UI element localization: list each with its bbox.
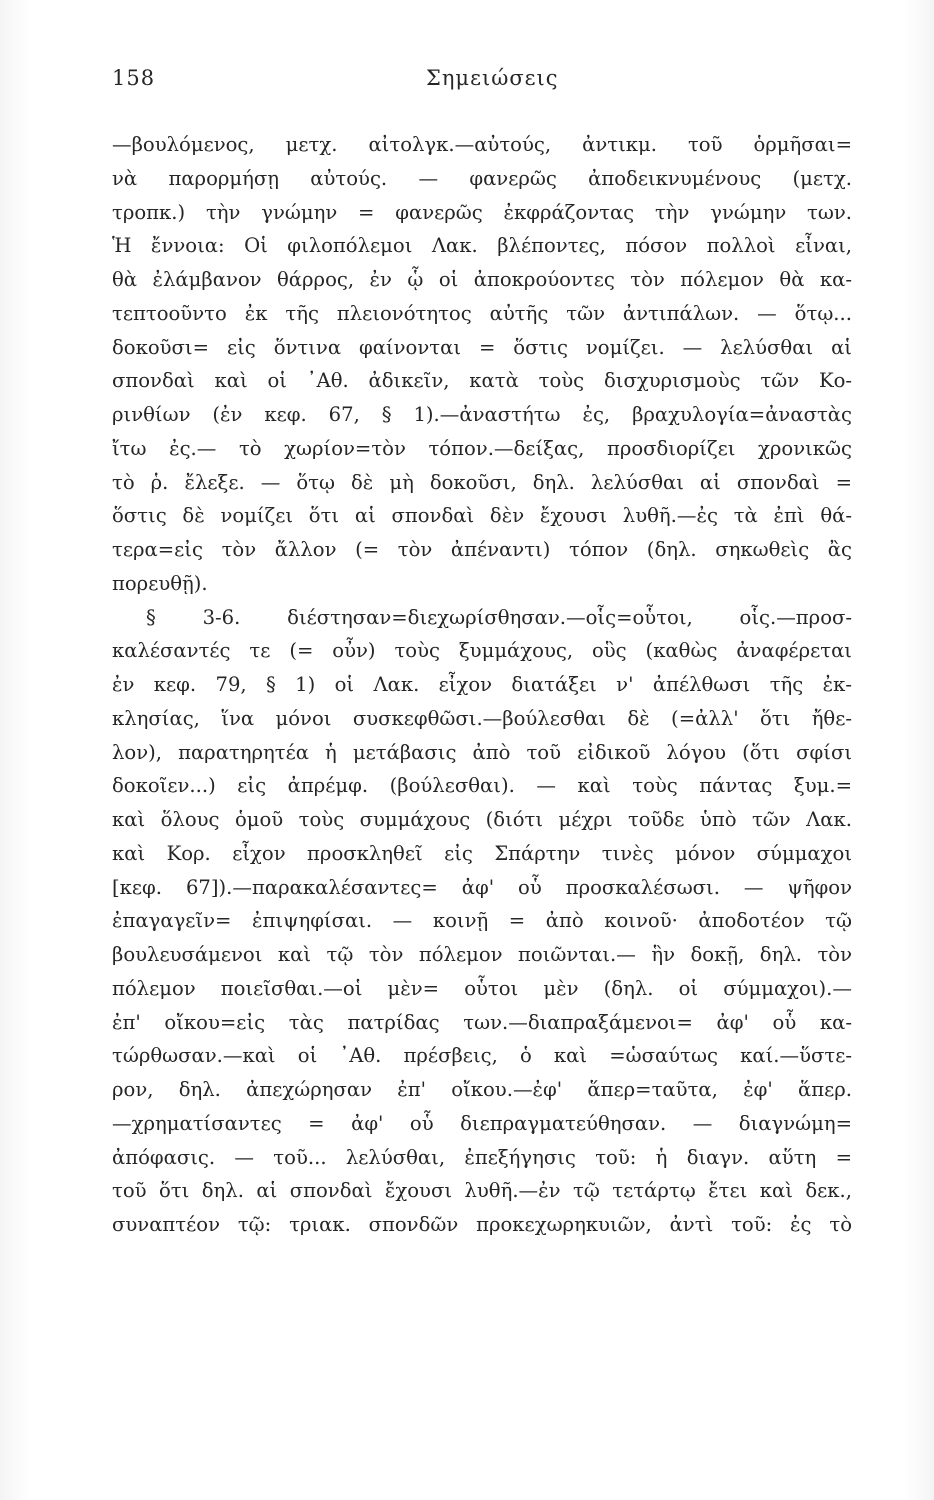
text-line: καὶ ὅλους ὁμοῦ τοὺς συμμάχους (διότι μέχρι τοῦδε ὑπὸ τῶν Λακ.	[112, 808, 852, 831]
text-line: σπονδαὶ καὶ οἱ ᾿Αθ. ἀδικεῖν, κατὰ τοὺς δισχυρισμοὺς τῶν Κο-	[112, 369, 852, 393]
running-head: Σημειώσεις	[426, 66, 559, 90]
text-line: θὰ ἐλάμβανον θάρρος, ἐν ᾧ οἱ ἀποκρούοντες τὸν πόλεμον θὰ κα-	[112, 268, 852, 291]
text-line: κλησίας, ἵνα μόνοι συσκεφθῶσι.—βούλεσθαι δὲ (=ἀλλ' ὅτι ἤθε-	[112, 706, 852, 730]
body-text	[112, 128, 852, 1242]
text-line: νὰ παρορμήσῃ αὐτούς. — φανερῶς ἀποδεικνυμένους (μετχ.	[112, 166, 852, 190]
text-line: πόλεμον ποιεῖσθαι.—οἱ μὲν= οὗτοι μὲν (δηλ. οἱ σύμμαχοι).—	[112, 976, 852, 1000]
text-line: τώρθωσαν.—καὶ οἱ ᾿Αθ. πρέσβεις, ὁ καὶ =ὡσαύτως καί.—ὕστε-	[112, 1044, 852, 1068]
text-line: τὸ ῥ. ἔλεξε. — ὅτῳ δὲ μὴ δοκοῦσι, δηλ. λελύσθαι αἱ σπονδαὶ =	[112, 470, 852, 494]
page-header	[112, 66, 852, 106]
text-line: ρινθίων (ἐν κεφ. 67, § 1).—ἀναστήτω ἐς, βραχυλογία=ἀναστὰς	[112, 403, 852, 426]
text-line: τροπκ.) τὴν γνώμην = φανερῶς ἐκφράζοντας τὴν γνώμην των.	[112, 200, 852, 224]
text-line: τερα=εἰς τὸν ἄλλον (= τὸν ἀπέναντι) τόπον (δηλ. σηκωθεὶς ἂς	[112, 538, 852, 561]
page-number: 158	[112, 66, 156, 90]
text-line: λον), παρατηρητέα ἡ μετάβασις ἀπὸ τοῦ εἰδικοῦ λόγου (ὅτι σφίσι	[112, 740, 852, 764]
text-line: Ἡ ἔννοια: Οἱ φιλοπόλεμοι Λακ. βλέποντες, πόσον πολλοὶ εἶναι,	[112, 234, 852, 258]
text-line: ἐν κεφ. 79, § 1) οἱ Λακ. εἶχον διατάξει ν' ἀπέλθωσι τῆς ἐκ-	[112, 673, 852, 696]
text-line: δοκοῦσι= εἰς ὅντινα φαίνονται = ὅστις νομίζει. — λελύσθαι αἱ	[112, 335, 852, 359]
text-line: ἴτω ἐς.— τὸ χωρίον=τὸν τόπον.—δείξας, προσδιορίζει χρονικῶς	[112, 436, 852, 460]
text-line: τοῦ ὅτι δηλ. αἱ σπονδαὶ ἔχουσι λυθῆ.—ἐν τῷ τετάρτῳ ἔτει καὶ δεκ.,	[112, 1179, 852, 1203]
text-line: δοκοῖεν...) εἰς ἀπρέμφ. (βούλεσθαι). — καὶ τοὺς πάντας ξυμ.=	[112, 774, 852, 798]
text-line: [κεφ. 67]).—παρακαλέσαντες= ἀφ' οὗ προσκαλέσωσι. — ψῆφον	[112, 875, 852, 899]
text-line: βουλευσάμενοι καὶ τῷ τὸν πόλεμον ποιῶνται.— ἣν δοκῇ, δηλ. τὸν	[112, 943, 852, 966]
text-line: ἐπαγαγεῖν= ἐπιψηφίσαι. — κοινῇ = ἀπὸ κοινοῦ· ἀποδοτέον τῷ	[112, 909, 852, 933]
text-line: τεπτοοῦντο ἐκ τῆς πλειονότητος αὐτῆς τῶν ἀντιπάλων. — ὅτῳ...	[112, 301, 852, 325]
text-line: καλέσαντές τε (= οὖν) τοὺς ξυμμάχους, οὓς (καθὼς ἀναφέρεται	[112, 639, 852, 663]
text-line: συναπτέον τῷ: τριακ. σπονδῶν προκεχωρηκυιῶν, ἀντὶ τοῦ: ἐς τὸ	[112, 1213, 852, 1236]
text-line: καὶ Κορ. εἶχον προσκληθεῖ εἰς Σπάρτην τινὲς μόνον σύμμαχοι	[112, 841, 852, 865]
text-line: —βουλόμενος, μετχ. αἰτολγκ.—αὐτούς, ἀντικμ. τοῦ ὁρμῆσαι=	[112, 133, 852, 156]
text-line: ἐπ' οἴκου=εἰς τὰς πατρίδας των.—διαπραξάμενοι= ἀφ' οὗ κα-	[112, 1010, 852, 1034]
text-line: ρον, δηλ. ἀπεχώρησαν ἐπ' οἴκου.—ἐφ' ἅπερ=ταῦτα, ἐφ' ἅπερ.	[112, 1078, 852, 1101]
text-line: § 3-6. διέστησαν=διεχωρίσθησαν.—οἷς=οὗτοι, οἷς.—προσ-	[146, 605, 852, 629]
text-line: —χρηματίσαντες = ἀφ' οὗ διεπραγματεύθησαν. — διαγνώμη=	[112, 1111, 852, 1135]
text-line: πορευθῇ).	[112, 571, 208, 595]
text-line: ὅστις δὲ νομίζει ὅτι αἱ σπονδαὶ δὲν ἔχουσι λυθῆ.—ἐς τὰ ἐπὶ θά-	[112, 504, 852, 528]
text-line: ἀπόφασις. — τοῦ... λελύσθαι, ἐπεξήγησις τοῦ: ἡ διαγν. αὕτη =	[112, 1145, 852, 1169]
